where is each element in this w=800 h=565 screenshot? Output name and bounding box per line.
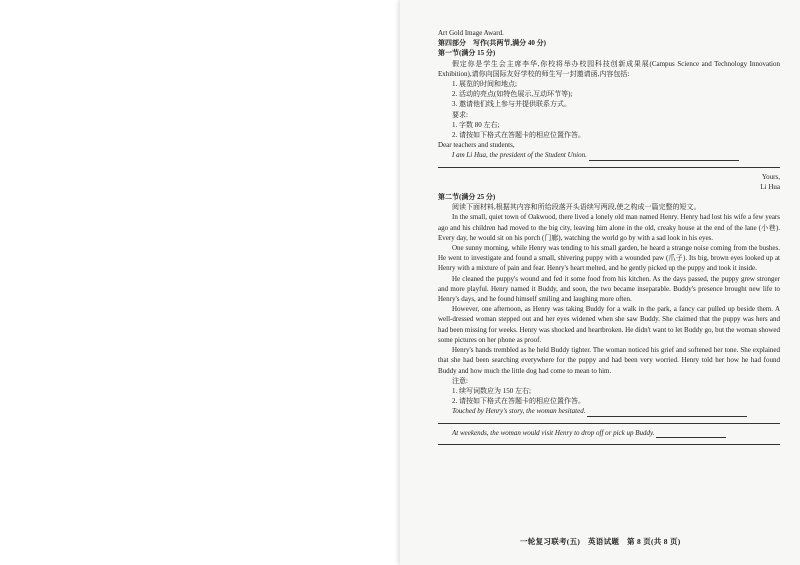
letter-closing: Yours, [761, 172, 780, 181]
part4-title: 第四部分 写作(共两节,满分 40 分) [438, 39, 546, 48]
continuation-start-2-text: At weekends, the woman would visit Henry to drop off or pick up Buddy. [452, 428, 655, 437]
answer-line [589, 152, 739, 161]
continuation-start-2 [438, 428, 780, 438]
content-point: 1. 展览的时间和地点; [452, 80, 517, 89]
answer-line [656, 429, 726, 438]
content-point: 2. 活动的亮点(如特色展示,互动环节等); [452, 90, 573, 99]
requirement-item: 2. 请按如下格式在答题卡的相应位置作答。 [452, 131, 585, 140]
story-paragraph: However, one afternoon, as Henry was taking Buddy for a walk in the park, a fancy car pulled up beside them. A well-dressed woman stepped out and her eyes widened when she saw Buddy. She claimed that the puppy was hers and had been missing for weeks. Henry was shocked and heartbroken. He didn't want to let Buddy go, but the woman showed some pictures on her phone as proof. [438, 305, 780, 344]
section2-instruction: 阅读下面材料,根据其内容和所给段落开头语续写两段,使之构成一篇完整的短文。 [452, 203, 701, 212]
story-paragraph: He cleaned the puppy's wound and fed it some food from his kitchen. As the days passed, the puppy grew stronger and more playful. Henry named it Buddy, and soon, the two became inseparable. Buddy's presence brought new life to Henry's days, and he found himself smiling and laughing more often. [438, 274, 780, 304]
answer-line [587, 408, 747, 417]
requirements-label: 要求: [452, 110, 468, 119]
section1-prompt: 假定你是学生会主席李华,你校将举办校园科技创新成果展(Campus Science and Technology Innovation Exhibition),请你向国际友好学校的师生写一封邀请函,内容包括: [438, 59, 780, 78]
section1-title: 第一节(满分 15 分) [438, 49, 496, 58]
answer-line [438, 167, 780, 168]
answer-line [438, 444, 780, 445]
note-item: 2. 请按如下格式在答题卡的相应位置作答。 [452, 397, 585, 406]
letter-given-sentence [438, 150, 780, 160]
requirement-item: 1. 字数 80 左右; [452, 120, 500, 129]
content-point: 3. 邀请他们线上参与并提供联系方式。 [452, 100, 571, 109]
page-footer: 一轮复习联考(五) 英语试题 第 8 页(共 8 页) [520, 537, 681, 546]
letter-salutation: Dear teachers and students, [438, 141, 515, 150]
story-paragraph: Henry's hands trembled as he held Buddy tighter. The woman noticed his grief and softened her tone. She explained that she had been searching everywhere for the puppy and had been very worried. Henry told her how he had found Buddy and how much the little dog had come to mean to him. [438, 346, 780, 375]
note-item: 1. 续写词数应为 150 左右; [452, 386, 531, 395]
exam-content [438, 28, 780, 449]
notes-label: 注意: [452, 376, 468, 385]
section2-title: 第二节(满分 25 分) [438, 193, 496, 202]
given-sentence-text: I am Li Hua, the president of the Student Union. [452, 151, 587, 160]
story-paragraph: In the small, quiet town of Oakwood, there lived a lonely old man named Henry. Henry had lost his wife a few years ago and his children had moved to the big city, leaving him alone in the old, creaky house at the end of the lane (小巷). Every day, he would sit on his porch (门廊), watching the world go by with a sad look in his eyes. [438, 213, 780, 242]
story-paragraph: One sunny morning, while Henry was tending to his small garden, he heard a strange noise coming from the bushes. He went to investigate and found a small, shivering puppy with a wounded paw (爪子). Its big, brown eyes looked up at Henry with a mixture of pain and fear. Henry's heart melted, and he gently picked up the puppy and took it inside. [438, 244, 780, 273]
continuation-start-1-text: Touched by Henry's story, the woman hesitated. [452, 407, 586, 416]
continuation-start-1 [438, 406, 780, 416]
answer-line [438, 423, 780, 424]
letter-signature: Li Hua [760, 182, 780, 191]
intro-line: Art Gold Image Award. [438, 29, 504, 37]
